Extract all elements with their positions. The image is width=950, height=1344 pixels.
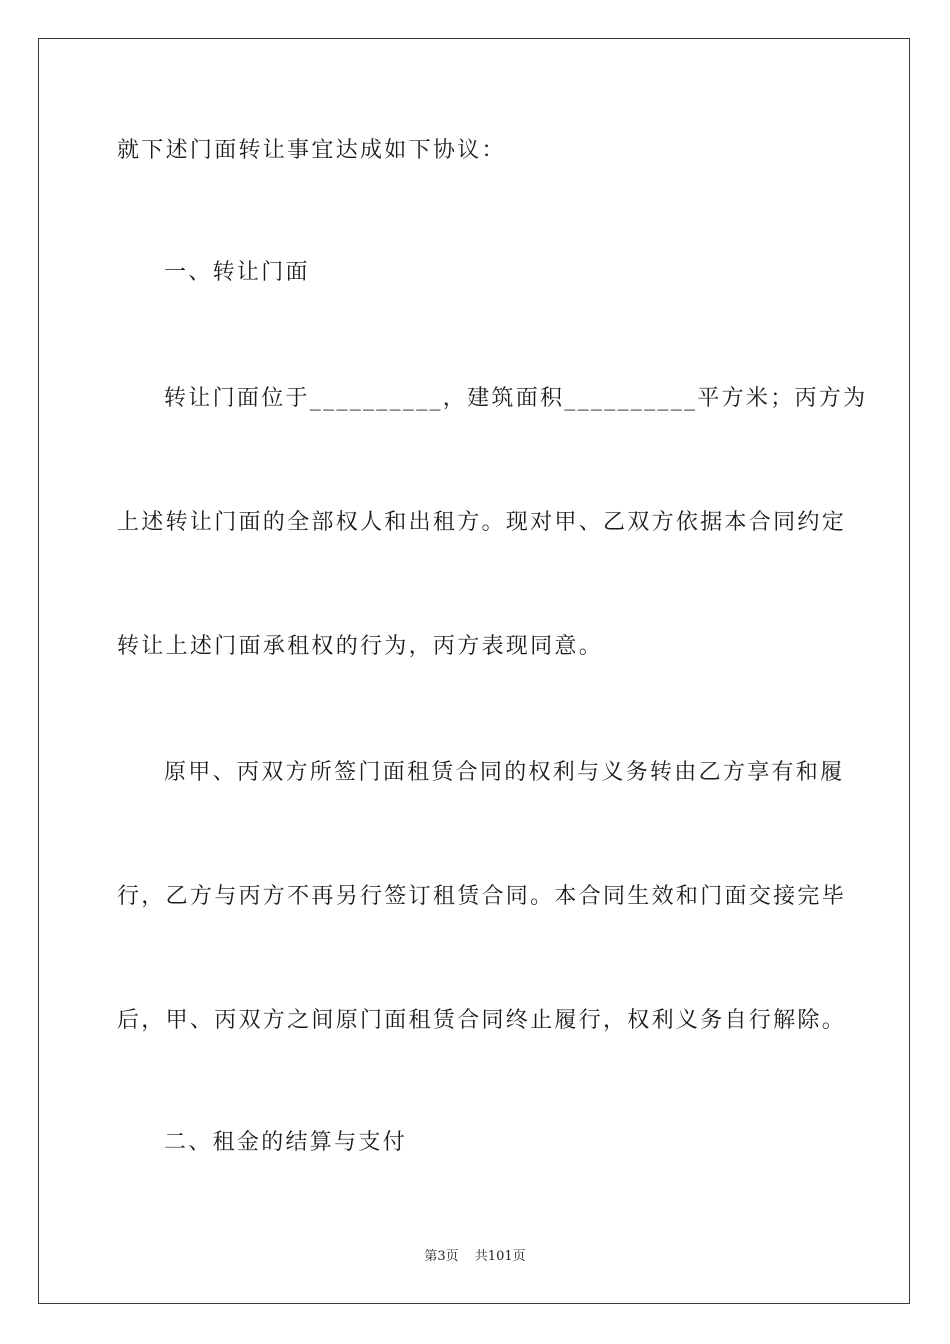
text-line: 后，甲、丙双方之间原门面租赁合同终止履行，权利义务自行解除。 [117,1008,847,1033]
text-line: 原甲、丙双方所签门面租赁合同的权利与义务转由乙方享有和履 [164,760,845,785]
page-footer [0,1248,950,1266]
text-line: 上述转让门面的全部权人和出租方。现对甲、乙双方依据本合同约定 [117,510,847,535]
text-line: 转让上述门面承租权的行为，丙方表现同意。 [117,634,604,659]
text-line: 转让门面位于__________，建筑面积__________平方米；丙方为 [164,386,868,411]
section-heading: 二、租金的结算与支付 [164,1130,408,1155]
text-line: 就下述门面转让事宜达成如下协议： [117,138,506,163]
text-line: 行，乙方与丙方不再另行签订租赁合同。本合同生效和门面交接完毕 [117,884,847,909]
page-border [38,38,910,1304]
section-heading: 一、转让门面 [164,260,310,285]
page-total: 共101页 [474,1249,526,1264]
page-number: 第3页 [424,1249,459,1264]
